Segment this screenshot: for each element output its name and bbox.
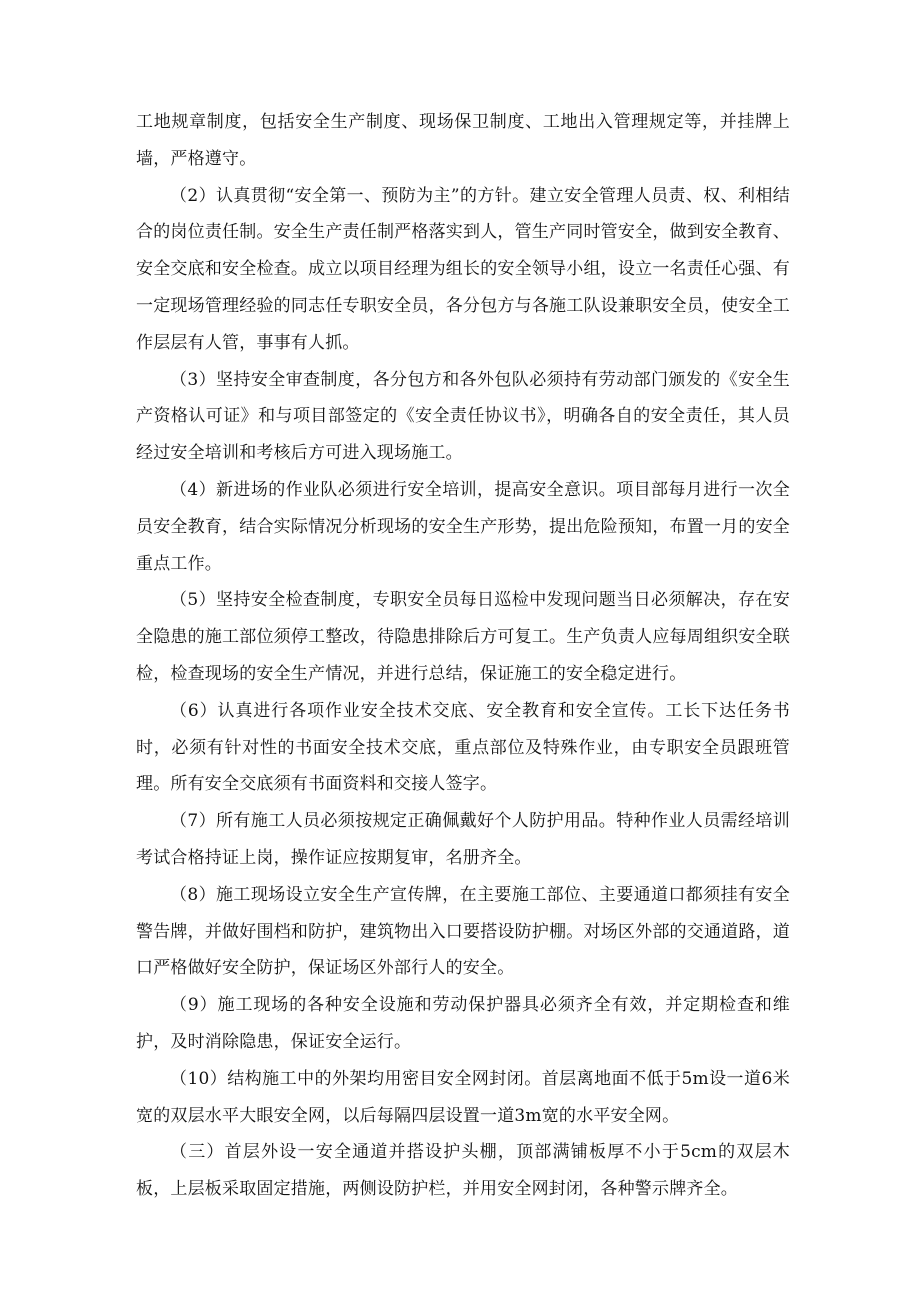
paragraph-section-3: （三）首层外设一安全通道并搭设护头棚，顶部满铺板厚不小于5cm的双层木板，上层板采取固定措施，两侧设防护栏，并用安全网封闭，各种警示牌齐全。 xyxy=(136,1142,790,1200)
paragraph-continuation: 工地规章制度，包括安全生产制度、现场保卫制度、工地出入管理规定等，并挂牌上墙，严格遵守。 xyxy=(136,112,790,169)
paragraph-item-7: （7）所有施工人员必须按规定正确佩戴好个人防护用品。特种作业人员需经培训考试合格持证上岗，操作证应按期复审，名册齐全。 xyxy=(136,811,790,868)
paragraph-item-5: （5）坚持安全检查制度，专职安全员每日巡检中发现问题当日必须解决，存在安全隐患的施工部位须停工整改，待隐患排除后方可复工。生产负责人应每周组织安全联检，检查现场的安全生产情况，并进行总结，保证施工的安全稳定进行。 xyxy=(136,590,790,684)
paragraph-item-10: （10）结构施工中的外架均用密目安全网封闭。首层离地面不低于5m设一道6米宽的双层水平大眼安全网，以后每隔四层设置一道3m宽的水平安全网。 xyxy=(136,1068,790,1126)
paragraph-item-3: （3）坚持安全审查制度，各分包方和各外包队必须持有劳动部门颁发的《安全生产资格认可证》和与项目部签定的《安全责任协议书》，明确各自的安全责任，其人员经过安全培训和考核后方可进入现场施工。 xyxy=(136,369,790,464)
paragraph-item-8: （8）施工现场设立安全生产宣传牌，在主要施工部位、主要通道口都须挂有安全警告牌，并做好围档和防护，建筑物出入口要搭设防护棚。对场区外部的交通道路，道口严格做好安全防护，保证场区外部行人的安全。 xyxy=(136,884,790,979)
paragraph-item-6: （6）认真进行各项作业安全技术交底、安全教育和安全宣传。工长下达任务书时，必须有针对性的书面安全技术交底，重点部位及特殊作业，由专职安全员跟班管理。所有安全交底须有书面资料和交接人签字。 xyxy=(136,700,790,795)
paragraph-item-2: （2）认真贯彻“安全第一、预防为主”的方针。建立安全管理人员责、权、利相结合的岗位责任制。安全生产责任制严格落实到人，管生产同时管安全，做到安全教育、安全交底和安全检查。成立以项目经理为组长的安全领导小组，设立一名责任心强、有一定现场管理经验的同志任专职安全员，各分包方与各施工队设兼职安全员，使安全工作层层有人管，事事有人抓。 xyxy=(136,185,790,353)
paragraph-item-4: （4）新进场的作业队必须进行安全培训，提高安全意识。项目部每月进行一次全员安全教育，结合实际情况分析现场的安全生产形势，提出危险预知，布置一月的安全重点工作。 xyxy=(136,479,790,574)
paragraph-item-9: （9）施工现场的各种安全设施和劳动保护器具必须齐全有效，并定期检查和维护，及时消除隐患，保证安全运行。 xyxy=(136,995,790,1052)
